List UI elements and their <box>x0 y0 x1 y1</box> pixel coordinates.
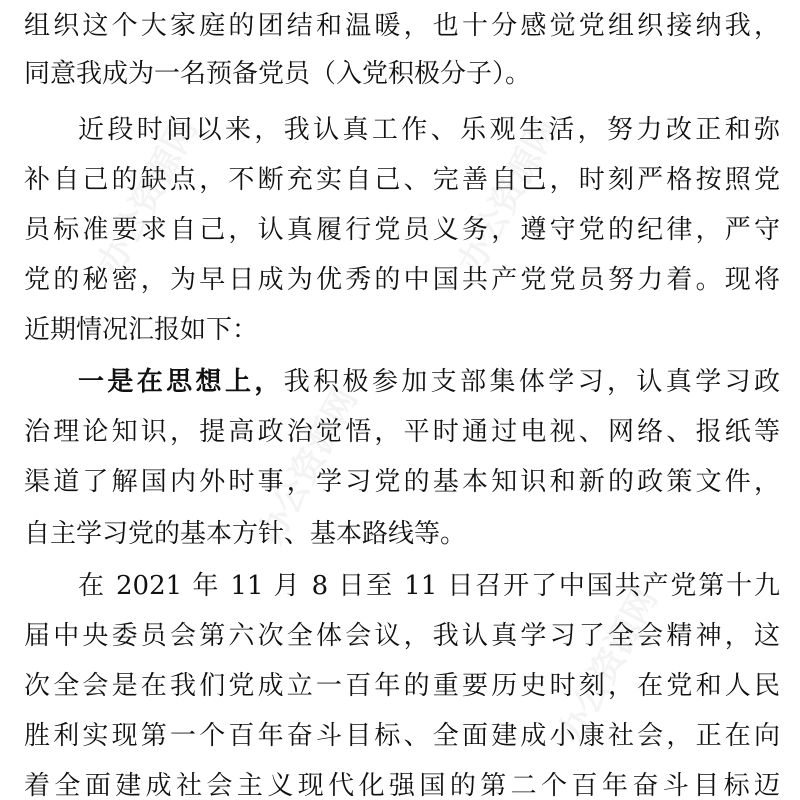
text-line: 组织这个大家庭的团结和温暖，也十分感觉党组织接纳我， <box>24 11 780 41</box>
text-line: 自主学习党的基本方针、基本路线等。 <box>24 519 467 549</box>
watermark: 办公资源网 <box>450 111 566 281</box>
text-line: 届中央委员会第六次全体会议，我认真学习了全会精神，这 <box>24 621 780 651</box>
text-line: 胜利实现第一个百年奋斗目标、全面建成小康社会，正在向 <box>24 721 780 751</box>
text-span: 我积极参加支部集体学习，认真学习政 <box>283 367 780 397</box>
text-line: 近期情况汇报如下： <box>24 315 259 345</box>
watermark: 办公资源网 <box>550 581 666 751</box>
watermark: 办公资源网 <box>250 381 366 551</box>
text-line: 治理论知识，提高政治觉悟，平时通过电视、网络、报纸等 <box>24 417 780 447</box>
text-line: 着全面建成社会主义现代化强国的第二个百年奋斗目标迈 <box>24 771 780 800</box>
text-line: 在 2021 年 11 月 8 日至 11 日召开了中国共产党第十九 <box>78 571 780 601</box>
text-line <box>78 358 780 406</box>
text-line: 同意我成为一名预备党员（入党积极分子）。 <box>24 59 532 89</box>
watermark: 办公资源网 <box>90 111 206 281</box>
text-line: 员标准要求自己，认真履行党员义务，遵守党的纪律，严守 <box>24 215 780 245</box>
text-line: 渠道了解国内外时事，学习党的基本知识和新的政策文件， <box>24 467 780 497</box>
text-line: 补自己的缺点，不断充实自己、完善自己，时刻严格按照党 <box>24 165 780 195</box>
text-line: 近段时间以来，我认真工作、乐观生活，努力改正和弥 <box>78 115 780 145</box>
text-line: 党的秘密，为早日成为优秀的中国共产党党员努力着。现将 <box>24 265 780 295</box>
text-line: 次全会是在我们党成立一百年的重要历史时刻，在党和人民 <box>24 671 780 701</box>
section-heading: 一是在思想上， <box>78 367 284 397</box>
